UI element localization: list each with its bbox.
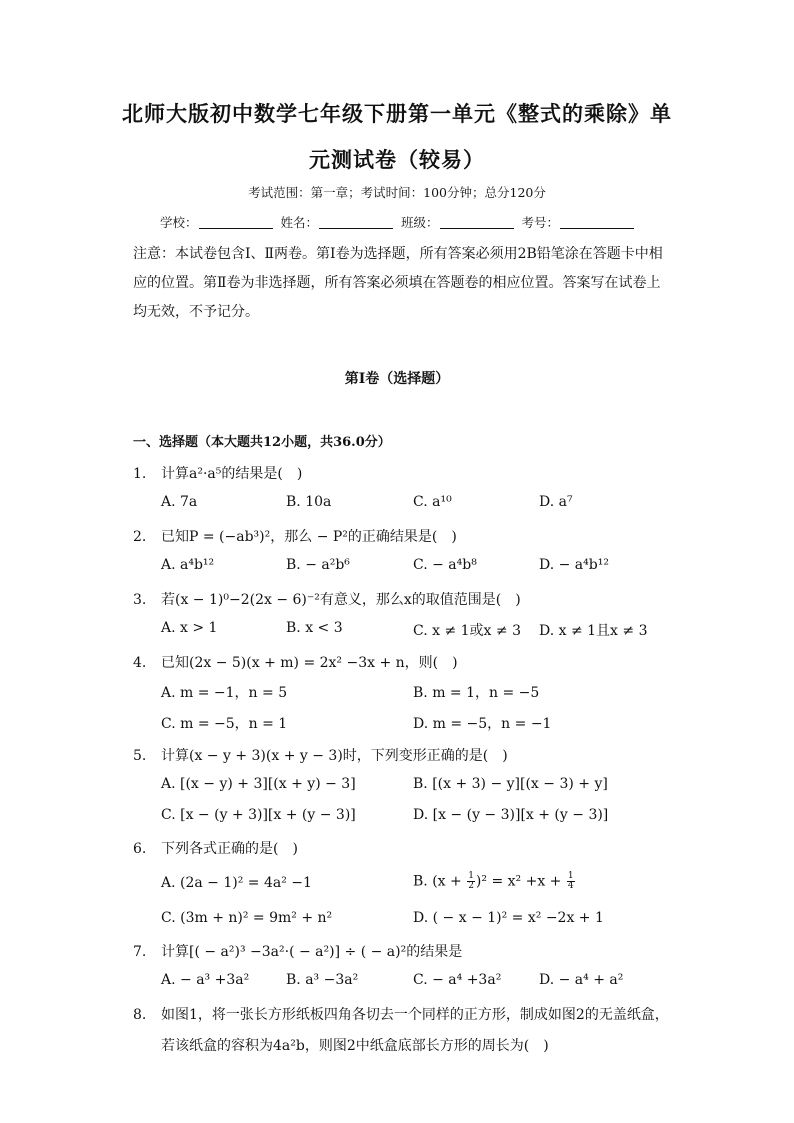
- q7-option-a[interactable]: A. − a³ +3a²: [161, 972, 250, 988]
- q5-option-c[interactable]: C. [x − (y + 3)][x + (y − 3)]: [161, 807, 356, 823]
- q6-option-b[interactable]: B. (x + $\frac{1}{2}$ )² = x² +x + $\frac{1}{4}$: [413, 871, 574, 891]
- q3-option-c[interactable]: C. x ≠ 1或x ≠ 3: [413, 623, 521, 639]
- q1-option-a[interactable]: A. 7a: [161, 494, 198, 510]
- q1-option-b[interactable]: B. 10a: [286, 494, 332, 510]
- q3-option-d[interactable]: D. x ≠ 1且x ≠ 3: [539, 623, 648, 639]
- question-8-line-2: 若该纸盒的容积为4a²b，则图2中纸盒底部长方形的周长为( ): [161, 1038, 549, 1054]
- q1-option-d[interactable]: D. a⁷: [539, 494, 573, 510]
- page-title-line-2: 元测试卷（较易）: [309, 147, 485, 172]
- class-blank[interactable]: [440, 216, 514, 229]
- q4-option-b[interactable]: B. m = 1，n = −5: [413, 685, 540, 701]
- name-blank[interactable]: [319, 216, 393, 229]
- question-4: 4. 已知(2x − 5)(x + m) = 2x² −3x + n，则( ): [133, 655, 458, 671]
- school-label: 学校：: [160, 215, 198, 230]
- info-fields: [160, 213, 638, 231]
- q4-option-c[interactable]: C. m = −5，n = 1: [161, 716, 288, 732]
- q1-option-c[interactable]: C. a¹⁰: [413, 494, 452, 510]
- question-5: 5. 计算(x − y + 3)(x + y − 3)时，下列变形正确的是( ): [133, 748, 508, 764]
- q6-option-a[interactable]: A. (2a − 1)² = 4a² −1: [161, 875, 312, 891]
- name-label: 姓名：: [280, 215, 319, 230]
- q2-option-d[interactable]: D. − a⁴b¹²: [539, 557, 609, 573]
- q2-option-a[interactable]: A. a⁴b¹²: [161, 557, 215, 573]
- number-blank[interactable]: [560, 216, 634, 229]
- q5-option-d[interactable]: D. [x − (y − 3)][x + (y − 3)]: [413, 807, 609, 823]
- question-6: 6. 下列各式正确的是( ): [133, 841, 298, 857]
- q2-option-c[interactable]: C. − a⁴b⁸: [413, 557, 477, 573]
- q5-option-b[interactable]: B. [(x + 3) − y][(x − 3) + y]: [413, 776, 608, 792]
- class-label: 班级：: [401, 215, 439, 230]
- q2-option-b[interactable]: B. − a²b⁶: [286, 557, 350, 573]
- page-title-line-1: 北师大版初中数学七年级下册第一单元《整式的乘除》单: [122, 101, 672, 126]
- q6-option-c[interactable]: C. (3m + n)² = 9m² + n²: [161, 910, 333, 926]
- exam-meta: 考试范围：第一章；考试时间：100分钟；总分120分: [248, 185, 546, 200]
- q3-option-b[interactable]: B. x < 3: [286, 620, 343, 636]
- notice-text: 注意：本试卷包含Ⅰ、Ⅱ两卷。第Ⅰ卷为选择题，所有答案必须用2B铅笔涂在答题卡中相应的位置。第Ⅱ卷为非选择题，所有答案必须填在答题卷的相应位置。答案写在试卷上均无效，不予记分。: [133, 246, 663, 320]
- question-1: 1. 计算a²·a⁵的结果是( ): [133, 466, 303, 482]
- q7-option-b[interactable]: B. a³ −3a²: [286, 972, 359, 988]
- q5-option-a[interactable]: A. [(x − y) + 3][(x + y) − 3]: [161, 776, 356, 792]
- question-3: 3. 若(x − 1)⁰−2(2x − 6)⁻²有意义，那么x的取值范围是( ): [133, 592, 521, 608]
- fraction-one-quarter: $\frac{1}{4}$: [567, 871, 574, 891]
- q4-option-a[interactable]: A. m = −1，n = 5: [161, 685, 288, 701]
- question-7: 7. 计算[( − a²)³ −3a²·( − a²)] ÷ ( − a)²的结果是: [133, 944, 463, 960]
- question-8: 8. 如图1，将一张长方形纸板四角各切去一个同样的正方形，制成如图2的无盖纸盒，: [133, 1007, 669, 1023]
- q7-option-d[interactable]: D. − a⁴ + a²: [539, 972, 624, 988]
- q4-option-d[interactable]: D. m = −5，n = −1: [413, 716, 552, 732]
- fraction-one-half: $\frac{1}{2}$: [468, 871, 474, 891]
- q7-option-c[interactable]: C. − a⁴ +3a²: [413, 972, 502, 988]
- q3-option-a[interactable]: A. x > 1: [161, 620, 218, 636]
- question-2: 2. 已知P = (−ab³)²，那么 − P²的正确结果是( ): [133, 529, 457, 545]
- school-blank[interactable]: [199, 216, 273, 229]
- section-title: 第Ⅰ卷（选择题）: [344, 371, 450, 387]
- part-title: 一、选择题（本大题共12小题，共36.0分）: [133, 435, 391, 450]
- q6-option-d[interactable]: D. ( − x − 1)² = x² −2x + 1: [413, 910, 604, 926]
- number-label: 考号：: [521, 215, 560, 230]
